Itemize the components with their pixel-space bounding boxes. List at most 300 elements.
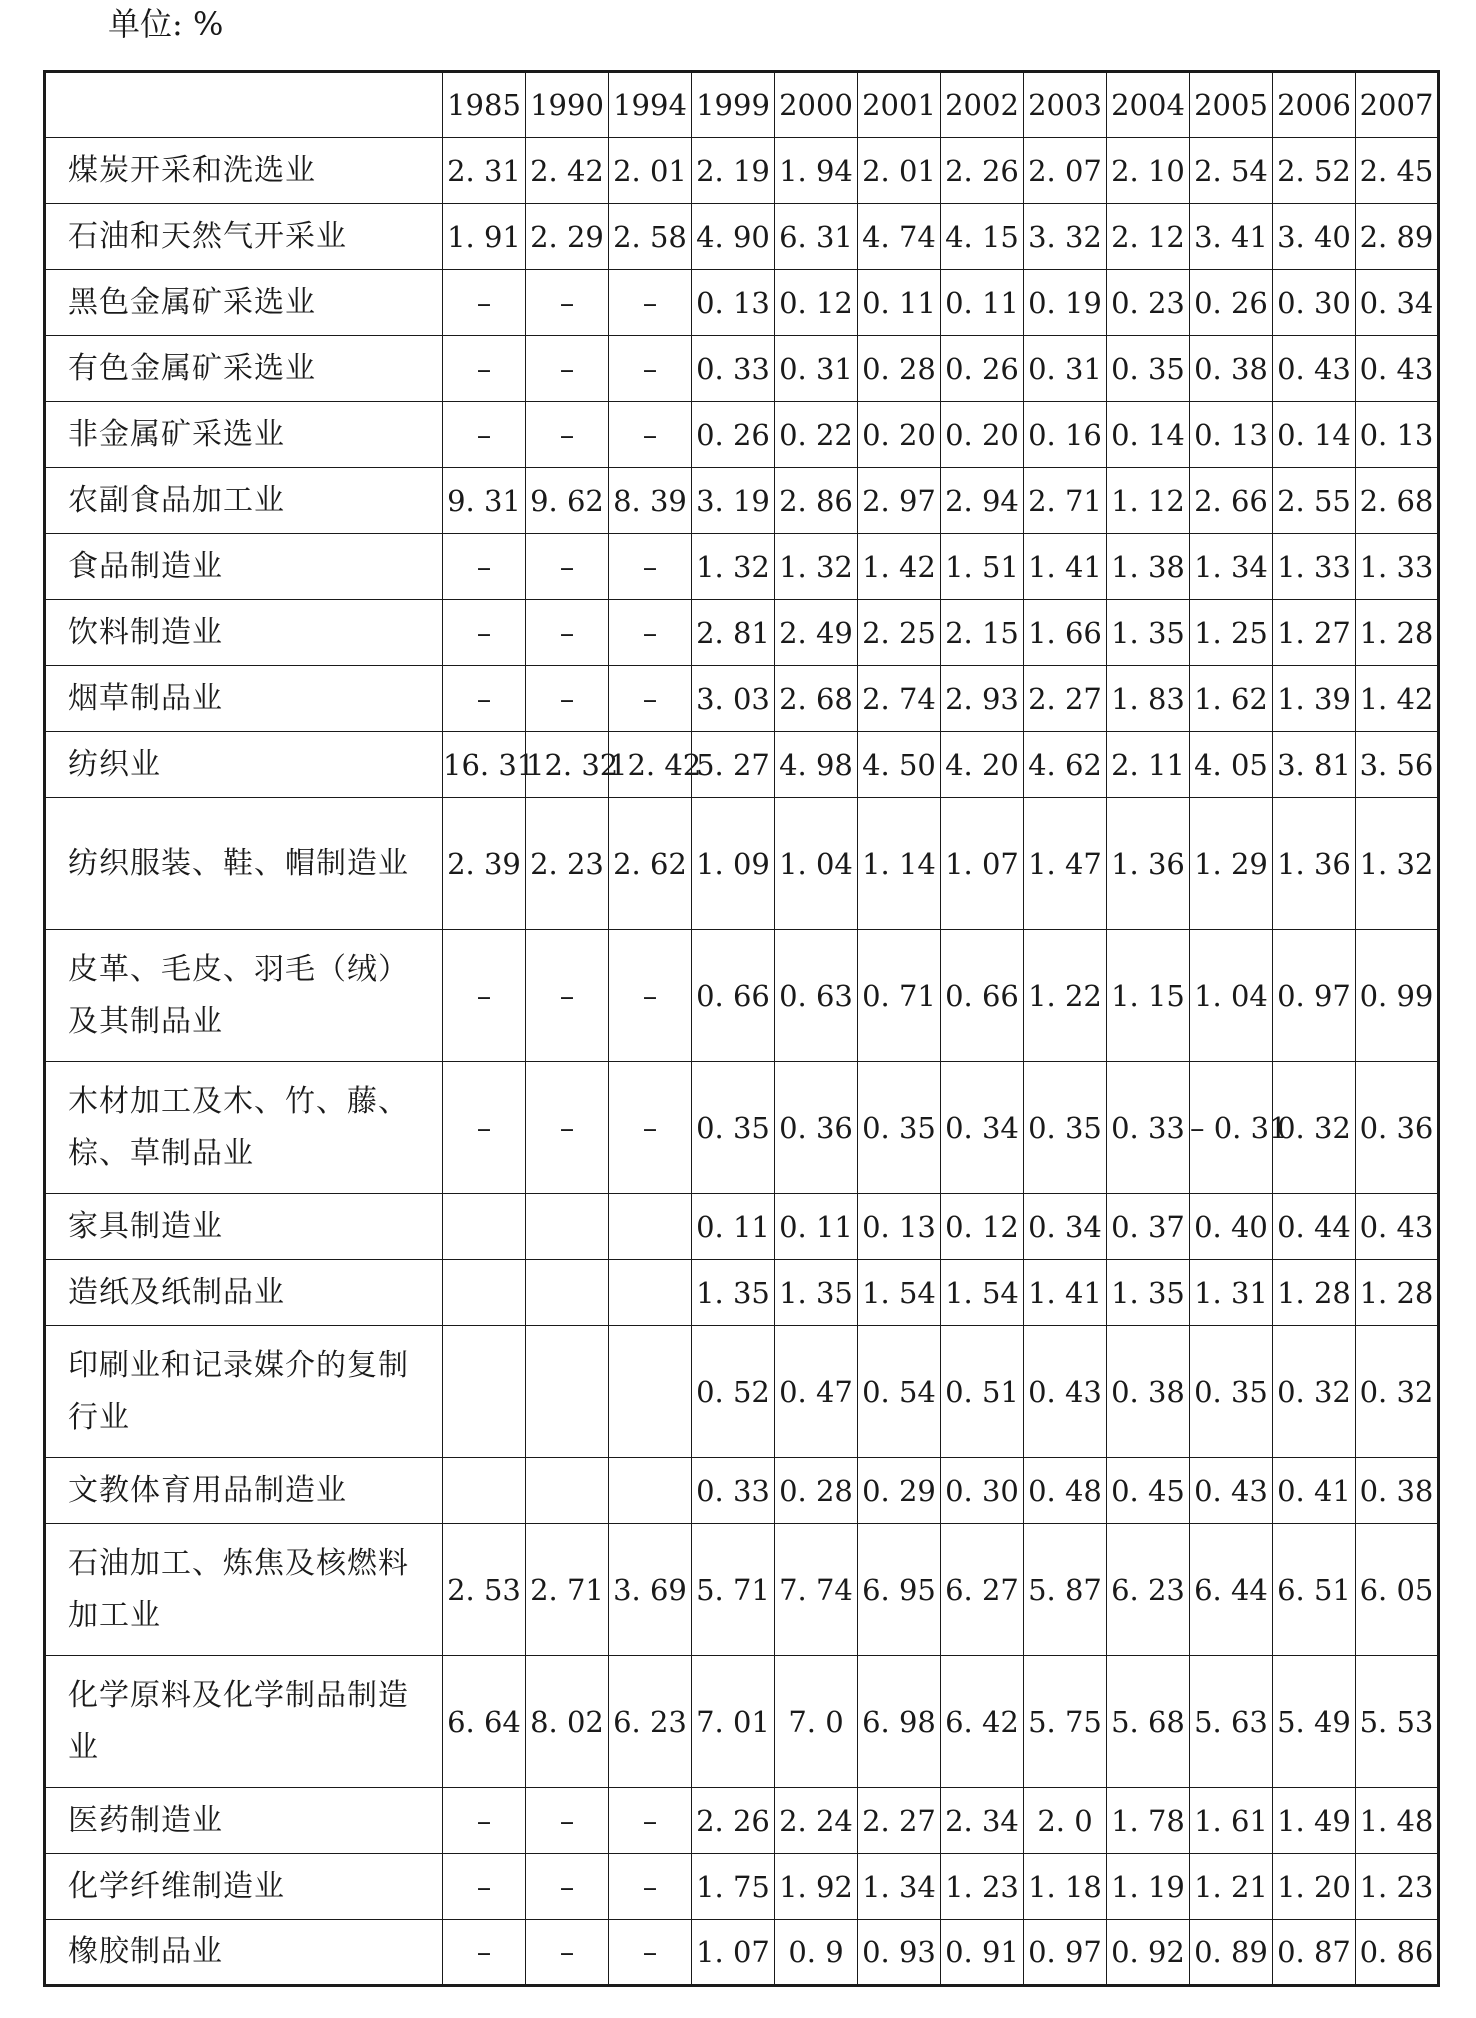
value-cell: 0. 34 bbox=[1356, 270, 1439, 336]
value-cell: 0. 11 bbox=[858, 270, 941, 336]
value-cell: – bbox=[609, 1920, 692, 1986]
value-cell: 1. 07 bbox=[941, 798, 1024, 930]
value-cell: – bbox=[443, 930, 526, 1062]
value-cell: 1. 66 bbox=[1024, 600, 1107, 666]
value-cell: 0. 36 bbox=[775, 1062, 858, 1194]
value-cell: 0. 13 bbox=[1190, 402, 1273, 468]
value-cell: 4. 15 bbox=[941, 204, 1024, 270]
value-cell: 1. 35 bbox=[775, 1260, 858, 1326]
value-cell: 0. 11 bbox=[775, 1194, 858, 1260]
value-cell: – bbox=[526, 336, 609, 402]
value-cell: 0. 32 bbox=[1356, 1326, 1439, 1458]
industry-name-cell: 煤炭开采和洗选业 bbox=[45, 138, 443, 204]
industry-name-cell: 橡胶制品业 bbox=[45, 1920, 443, 1986]
industry-name-cell: 农副食品加工业 bbox=[45, 468, 443, 534]
value-cell: 1. 35 bbox=[692, 1260, 775, 1326]
value-cell: 1. 32 bbox=[1356, 798, 1439, 930]
table-row bbox=[45, 600, 1439, 666]
industry-name-cell: 石油加工、炼焦及核燃料加工业 bbox=[45, 1524, 443, 1656]
value-cell: 1. 54 bbox=[941, 1260, 1024, 1326]
value-cell: 0. 43 bbox=[1190, 1458, 1273, 1524]
value-cell: – bbox=[526, 1062, 609, 1194]
value-cell: 4. 20 bbox=[941, 732, 1024, 798]
value-cell: 2. 52 bbox=[1273, 138, 1356, 204]
value-cell bbox=[609, 1260, 692, 1326]
value-cell: 0. 43 bbox=[1356, 1194, 1439, 1260]
value-cell: 0. 87 bbox=[1273, 1920, 1356, 1986]
value-cell: 0. 32 bbox=[1273, 1062, 1356, 1194]
value-cell: 3. 41 bbox=[1190, 204, 1273, 270]
value-cell: 2. 27 bbox=[1024, 666, 1107, 732]
value-cell: 9. 31 bbox=[443, 468, 526, 534]
value-cell: – bbox=[443, 534, 526, 600]
value-cell: 0. 29 bbox=[858, 1458, 941, 1524]
industry-share-table bbox=[43, 70, 1440, 1987]
value-cell: 0. 28 bbox=[775, 1458, 858, 1524]
value-cell: 0. 63 bbox=[775, 930, 858, 1062]
value-cell: 2. 42 bbox=[526, 138, 609, 204]
value-cell: 1. 35 bbox=[1107, 600, 1190, 666]
industry-name-cell: 纺织业 bbox=[45, 732, 443, 798]
value-cell: 2. 71 bbox=[526, 1524, 609, 1656]
value-cell: 1. 21 bbox=[1190, 1854, 1273, 1920]
value-cell: 0. 71 bbox=[858, 930, 941, 1062]
value-cell: – bbox=[609, 1788, 692, 1854]
value-cell: 2. 31 bbox=[443, 138, 526, 204]
value-cell: 4. 05 bbox=[1190, 732, 1273, 798]
value-cell: 2. 53 bbox=[443, 1524, 526, 1656]
value-cell: – bbox=[526, 1854, 609, 1920]
value-cell: 6. 42 bbox=[941, 1656, 1024, 1788]
value-cell: 0. 47 bbox=[775, 1326, 858, 1458]
value-cell: 2. 29 bbox=[526, 204, 609, 270]
value-cell: 1. 15 bbox=[1107, 930, 1190, 1062]
value-cell: 2. 01 bbox=[609, 138, 692, 204]
value-cell: 1. 14 bbox=[858, 798, 941, 930]
table-row bbox=[45, 1062, 1439, 1194]
year-header-cell: 1990 bbox=[526, 72, 609, 138]
table-row bbox=[45, 1458, 1439, 1524]
value-cell: 0. 31 bbox=[1024, 336, 1107, 402]
year-header-cell: 2007 bbox=[1356, 72, 1439, 138]
value-cell: 0. 34 bbox=[941, 1062, 1024, 1194]
value-cell bbox=[526, 1194, 609, 1260]
value-cell: 6. 95 bbox=[858, 1524, 941, 1656]
value-cell: 6. 23 bbox=[609, 1656, 692, 1788]
value-cell: – bbox=[526, 600, 609, 666]
value-cell: 5. 68 bbox=[1107, 1656, 1190, 1788]
value-cell: 0. 11 bbox=[692, 1194, 775, 1260]
value-cell: 2. 10 bbox=[1107, 138, 1190, 204]
value-cell: 1. 29 bbox=[1190, 798, 1273, 930]
industry-name-cell: 医药制造业 bbox=[45, 1788, 443, 1854]
industry-name-cell: 烟草制品业 bbox=[45, 666, 443, 732]
value-cell: 2. 07 bbox=[1024, 138, 1107, 204]
value-cell: 0. 66 bbox=[692, 930, 775, 1062]
value-cell: – bbox=[609, 666, 692, 732]
value-cell: – bbox=[443, 1920, 526, 1986]
value-cell bbox=[443, 1326, 526, 1458]
value-cell: 1. 25 bbox=[1190, 600, 1273, 666]
value-cell: 1. 39 bbox=[1273, 666, 1356, 732]
value-cell: 2. 01 bbox=[858, 138, 941, 204]
value-cell: 1. 28 bbox=[1356, 600, 1439, 666]
value-cell: 0. 35 bbox=[1107, 336, 1190, 402]
value-cell: 3. 32 bbox=[1024, 204, 1107, 270]
value-cell: 2. 25 bbox=[858, 600, 941, 666]
value-cell: 1. 92 bbox=[775, 1854, 858, 1920]
industry-name-cell: 印刷业和记录媒介的复制行业 bbox=[45, 1326, 443, 1458]
value-cell: 0. 35 bbox=[692, 1062, 775, 1194]
value-cell: 2. 49 bbox=[775, 600, 858, 666]
table-row bbox=[45, 1854, 1439, 1920]
value-cell: 1. 41 bbox=[1024, 1260, 1107, 1326]
value-cell: 1. 47 bbox=[1024, 798, 1107, 930]
value-cell: 5. 87 bbox=[1024, 1524, 1107, 1656]
year-header-cell: 2004 bbox=[1107, 72, 1190, 138]
value-cell: 1. 23 bbox=[1356, 1854, 1439, 1920]
value-cell: 0. 52 bbox=[692, 1326, 775, 1458]
value-cell: 1. 23 bbox=[941, 1854, 1024, 1920]
value-cell: 2. 12 bbox=[1107, 204, 1190, 270]
value-cell: 0. 16 bbox=[1024, 402, 1107, 468]
value-cell bbox=[526, 1326, 609, 1458]
value-cell: 2. 24 bbox=[775, 1788, 858, 1854]
value-cell: 0. 99 bbox=[1356, 930, 1439, 1062]
table-row bbox=[45, 930, 1439, 1062]
value-cell: 1. 28 bbox=[1356, 1260, 1439, 1326]
value-cell: 1. 20 bbox=[1273, 1854, 1356, 1920]
value-cell: – bbox=[609, 402, 692, 468]
industry-name-cell: 文教体育用品制造业 bbox=[45, 1458, 443, 1524]
value-cell: 0. 41 bbox=[1273, 1458, 1356, 1524]
value-cell bbox=[609, 1326, 692, 1458]
value-cell: – bbox=[443, 666, 526, 732]
year-header-cell: 2005 bbox=[1190, 72, 1273, 138]
value-cell: 1. 94 bbox=[775, 138, 858, 204]
value-cell: 2. 71 bbox=[1024, 468, 1107, 534]
value-cell: 0. 92 bbox=[1107, 1920, 1190, 1986]
year-header-cell: 2001 bbox=[858, 72, 941, 138]
value-cell: 0. 30 bbox=[1273, 270, 1356, 336]
value-cell: 8. 02 bbox=[526, 1656, 609, 1788]
value-cell: 6. 51 bbox=[1273, 1524, 1356, 1656]
value-cell: 4. 62 bbox=[1024, 732, 1107, 798]
value-cell: 0. 33 bbox=[692, 1458, 775, 1524]
value-cell: 2. 89 bbox=[1356, 204, 1439, 270]
value-cell: – bbox=[443, 402, 526, 468]
industry-name-cell: 造纸及纸制品业 bbox=[45, 1260, 443, 1326]
value-cell: 1. 91 bbox=[443, 204, 526, 270]
value-cell: 2. 26 bbox=[941, 138, 1024, 204]
value-cell: 12. 32 bbox=[526, 732, 609, 798]
value-cell: 1. 27 bbox=[1273, 600, 1356, 666]
value-cell: 2. 11 bbox=[1107, 732, 1190, 798]
value-cell: 2. 97 bbox=[858, 468, 941, 534]
table-row bbox=[45, 468, 1439, 534]
value-cell: 0. 12 bbox=[941, 1194, 1024, 1260]
value-cell: 0. 86 bbox=[1356, 1920, 1439, 1986]
value-cell: 0. 33 bbox=[692, 336, 775, 402]
value-cell: 0. 22 bbox=[775, 402, 858, 468]
table-row bbox=[45, 732, 1439, 798]
value-cell: – bbox=[609, 270, 692, 336]
value-cell: 1. 54 bbox=[858, 1260, 941, 1326]
table-row bbox=[45, 1326, 1439, 1458]
table-row bbox=[45, 1260, 1439, 1326]
industry-name-cell: 有色金属矿采选业 bbox=[45, 336, 443, 402]
value-cell: – bbox=[609, 1062, 692, 1194]
value-cell: 0. 19 bbox=[1024, 270, 1107, 336]
value-cell: 0. 97 bbox=[1273, 930, 1356, 1062]
value-cell: 1. 04 bbox=[1190, 930, 1273, 1062]
value-cell: 0. 26 bbox=[1190, 270, 1273, 336]
value-cell bbox=[526, 1260, 609, 1326]
table-row bbox=[45, 1524, 1439, 1656]
value-cell: 0. 35 bbox=[1190, 1326, 1273, 1458]
value-cell: – bbox=[609, 1854, 692, 1920]
unit-label: 单位: % bbox=[108, 5, 224, 43]
table-row bbox=[45, 1194, 1439, 1260]
value-cell: 2. 15 bbox=[941, 600, 1024, 666]
value-cell: 2. 81 bbox=[692, 600, 775, 666]
value-cell: 6. 44 bbox=[1190, 1524, 1273, 1656]
value-cell: 0. 20 bbox=[941, 402, 1024, 468]
value-cell: 8. 39 bbox=[609, 468, 692, 534]
value-cell: 0. 51 bbox=[941, 1326, 1024, 1458]
year-header-cell: 2006 bbox=[1273, 72, 1356, 138]
value-cell: – 0. 31 bbox=[1190, 1062, 1273, 1194]
value-cell: 0. 91 bbox=[941, 1920, 1024, 1986]
value-cell: – bbox=[526, 666, 609, 732]
industry-name-cell: 家具制造业 bbox=[45, 1194, 443, 1260]
value-cell: – bbox=[443, 336, 526, 402]
value-cell: 2. 45 bbox=[1356, 138, 1439, 204]
value-cell: 9. 62 bbox=[526, 468, 609, 534]
value-cell: 0. 35 bbox=[858, 1062, 941, 1194]
industry-name-cell: 非金属矿采选业 bbox=[45, 402, 443, 468]
value-cell: 1. 49 bbox=[1273, 1788, 1356, 1854]
value-cell: 0. 38 bbox=[1356, 1458, 1439, 1524]
value-cell bbox=[443, 1260, 526, 1326]
value-cell: 1. 18 bbox=[1024, 1854, 1107, 1920]
year-header-cell: 2000 bbox=[775, 72, 858, 138]
value-cell: 1. 42 bbox=[858, 534, 941, 600]
year-header-cell: 1994 bbox=[609, 72, 692, 138]
value-cell: 2. 34 bbox=[941, 1788, 1024, 1854]
value-cell: 0. 26 bbox=[692, 402, 775, 468]
value-cell: 0. 9 bbox=[775, 1920, 858, 1986]
value-cell: 0. 14 bbox=[1107, 402, 1190, 468]
value-cell: 16. 31 bbox=[443, 732, 526, 798]
value-cell: 0. 38 bbox=[1190, 336, 1273, 402]
value-cell: 0. 66 bbox=[941, 930, 1024, 1062]
value-cell: 1. 83 bbox=[1107, 666, 1190, 732]
value-cell: 2. 23 bbox=[526, 798, 609, 930]
value-cell: 1. 07 bbox=[692, 1920, 775, 1986]
value-cell: 3. 03 bbox=[692, 666, 775, 732]
value-cell: 4. 98 bbox=[775, 732, 858, 798]
value-cell: 0. 26 bbox=[941, 336, 1024, 402]
value-cell: – bbox=[526, 402, 609, 468]
value-cell: 0. 36 bbox=[1356, 1062, 1439, 1194]
year-header-cell: 2002 bbox=[941, 72, 1024, 138]
value-cell: – bbox=[526, 1788, 609, 1854]
value-cell: 2. 93 bbox=[941, 666, 1024, 732]
value-cell: – bbox=[609, 534, 692, 600]
value-cell: 0. 43 bbox=[1024, 1326, 1107, 1458]
table-row bbox=[45, 138, 1439, 204]
value-cell: 1. 75 bbox=[692, 1854, 775, 1920]
value-cell: 1. 48 bbox=[1356, 1788, 1439, 1854]
value-cell: 7. 01 bbox=[692, 1656, 775, 1788]
value-cell: 1. 78 bbox=[1107, 1788, 1190, 1854]
value-cell: – bbox=[609, 336, 692, 402]
value-cell: 12. 42 bbox=[609, 732, 692, 798]
value-cell: – bbox=[443, 270, 526, 336]
value-cell: 0. 48 bbox=[1024, 1458, 1107, 1524]
value-cell: 1. 19 bbox=[1107, 1854, 1190, 1920]
value-cell: 2. 0 bbox=[1024, 1788, 1107, 1854]
industry-name-cell: 化学纤维制造业 bbox=[45, 1854, 443, 1920]
value-cell: 5. 71 bbox=[692, 1524, 775, 1656]
value-cell: 4. 90 bbox=[692, 204, 775, 270]
value-cell: 6. 64 bbox=[443, 1656, 526, 1788]
value-cell: – bbox=[526, 270, 609, 336]
value-cell: – bbox=[443, 600, 526, 666]
header-row bbox=[45, 72, 1439, 138]
value-cell bbox=[526, 1458, 609, 1524]
industry-name-cell: 食品制造业 bbox=[45, 534, 443, 600]
value-cell: 0. 44 bbox=[1273, 1194, 1356, 1260]
value-cell: 0. 43 bbox=[1273, 336, 1356, 402]
value-cell: 2. 62 bbox=[609, 798, 692, 930]
year-header-cell: 1985 bbox=[443, 72, 526, 138]
table-row bbox=[45, 336, 1439, 402]
value-cell: – bbox=[609, 930, 692, 1062]
value-cell bbox=[609, 1194, 692, 1260]
value-cell: 0. 32 bbox=[1273, 1326, 1356, 1458]
value-cell: 3. 81 bbox=[1273, 732, 1356, 798]
value-cell: 0. 31 bbox=[775, 336, 858, 402]
value-cell: – bbox=[526, 534, 609, 600]
value-cell: 1. 32 bbox=[692, 534, 775, 600]
value-cell: 3. 56 bbox=[1356, 732, 1439, 798]
value-cell: 1. 51 bbox=[941, 534, 1024, 600]
value-cell: 1. 31 bbox=[1190, 1260, 1273, 1326]
value-cell: 0. 38 bbox=[1107, 1326, 1190, 1458]
table-row bbox=[45, 534, 1439, 600]
value-cell: 1. 36 bbox=[1273, 798, 1356, 930]
value-cell: 6. 98 bbox=[858, 1656, 941, 1788]
value-cell: 0. 34 bbox=[1024, 1194, 1107, 1260]
value-cell: 2. 26 bbox=[692, 1788, 775, 1854]
value-cell: 1. 33 bbox=[1356, 534, 1439, 600]
value-cell: 0. 37 bbox=[1107, 1194, 1190, 1260]
value-cell: 6. 23 bbox=[1107, 1524, 1190, 1656]
table-row bbox=[45, 402, 1439, 468]
value-cell: 0. 11 bbox=[941, 270, 1024, 336]
value-cell: 2. 19 bbox=[692, 138, 775, 204]
value-cell: 0. 45 bbox=[1107, 1458, 1190, 1524]
industry-name-cell: 饮料制造业 bbox=[45, 600, 443, 666]
value-cell: 1. 04 bbox=[775, 798, 858, 930]
value-cell: 2. 39 bbox=[443, 798, 526, 930]
value-cell: 2. 74 bbox=[858, 666, 941, 732]
value-cell: – bbox=[443, 1788, 526, 1854]
value-cell: 0. 13 bbox=[858, 1194, 941, 1260]
value-cell: 6. 31 bbox=[775, 204, 858, 270]
value-cell: 5. 27 bbox=[692, 732, 775, 798]
value-cell: 7. 0 bbox=[775, 1656, 858, 1788]
year-header-cell: 1999 bbox=[692, 72, 775, 138]
table-body bbox=[45, 72, 1439, 1986]
value-cell: 2. 86 bbox=[775, 468, 858, 534]
value-cell: 1. 12 bbox=[1107, 468, 1190, 534]
value-cell: 5. 75 bbox=[1024, 1656, 1107, 1788]
value-cell: – bbox=[443, 1854, 526, 1920]
year-header-cell: 2003 bbox=[1024, 72, 1107, 138]
value-cell: 7. 74 bbox=[775, 1524, 858, 1656]
value-cell: 0. 40 bbox=[1190, 1194, 1273, 1260]
value-cell: 0. 30 bbox=[941, 1458, 1024, 1524]
value-cell: 1. 35 bbox=[1107, 1260, 1190, 1326]
value-cell: 2. 27 bbox=[858, 1788, 941, 1854]
value-cell: 1. 62 bbox=[1190, 666, 1273, 732]
table-row bbox=[45, 1920, 1439, 1986]
value-cell: 1. 28 bbox=[1273, 1260, 1356, 1326]
value-cell: 0. 28 bbox=[858, 336, 941, 402]
value-cell: 0. 54 bbox=[858, 1326, 941, 1458]
industry-name-cell: 纺织服装、鞋、帽制造业 bbox=[45, 798, 443, 930]
value-cell: 5. 53 bbox=[1356, 1656, 1439, 1788]
value-cell: 0. 97 bbox=[1024, 1920, 1107, 1986]
industry-name-cell: 石油和天然气开采业 bbox=[45, 204, 443, 270]
value-cell: 4. 74 bbox=[858, 204, 941, 270]
value-cell: 0. 13 bbox=[692, 270, 775, 336]
value-cell: 0. 33 bbox=[1107, 1062, 1190, 1194]
value-cell: – bbox=[526, 930, 609, 1062]
value-cell: 1. 34 bbox=[858, 1854, 941, 1920]
value-cell: 3. 69 bbox=[609, 1524, 692, 1656]
value-cell: 1. 41 bbox=[1024, 534, 1107, 600]
table-row bbox=[45, 270, 1439, 336]
value-cell: 1. 33 bbox=[1273, 534, 1356, 600]
value-cell: 0. 35 bbox=[1024, 1062, 1107, 1194]
table-row bbox=[45, 798, 1439, 930]
table-row bbox=[45, 666, 1439, 732]
value-cell: 2. 58 bbox=[609, 204, 692, 270]
value-cell: 4. 50 bbox=[858, 732, 941, 798]
value-cell: – bbox=[526, 1920, 609, 1986]
value-cell bbox=[443, 1458, 526, 1524]
value-cell: 1. 61 bbox=[1190, 1788, 1273, 1854]
industry-name-cell: 化学原料及化学制品制造业 bbox=[45, 1656, 443, 1788]
table-row bbox=[45, 1656, 1439, 1788]
value-cell: – bbox=[443, 1062, 526, 1194]
value-cell: 2. 55 bbox=[1273, 468, 1356, 534]
value-cell: 3. 19 bbox=[692, 468, 775, 534]
value-cell: 2. 68 bbox=[775, 666, 858, 732]
value-cell: 1. 22 bbox=[1024, 930, 1107, 1062]
value-cell: 2. 68 bbox=[1356, 468, 1439, 534]
value-cell: – bbox=[609, 600, 692, 666]
value-cell: 2. 54 bbox=[1190, 138, 1273, 204]
value-cell: 0. 43 bbox=[1356, 336, 1439, 402]
industry-name-cell: 黑色金属矿采选业 bbox=[45, 270, 443, 336]
value-cell: 5. 49 bbox=[1273, 1656, 1356, 1788]
value-cell: 0. 93 bbox=[858, 1920, 941, 1986]
